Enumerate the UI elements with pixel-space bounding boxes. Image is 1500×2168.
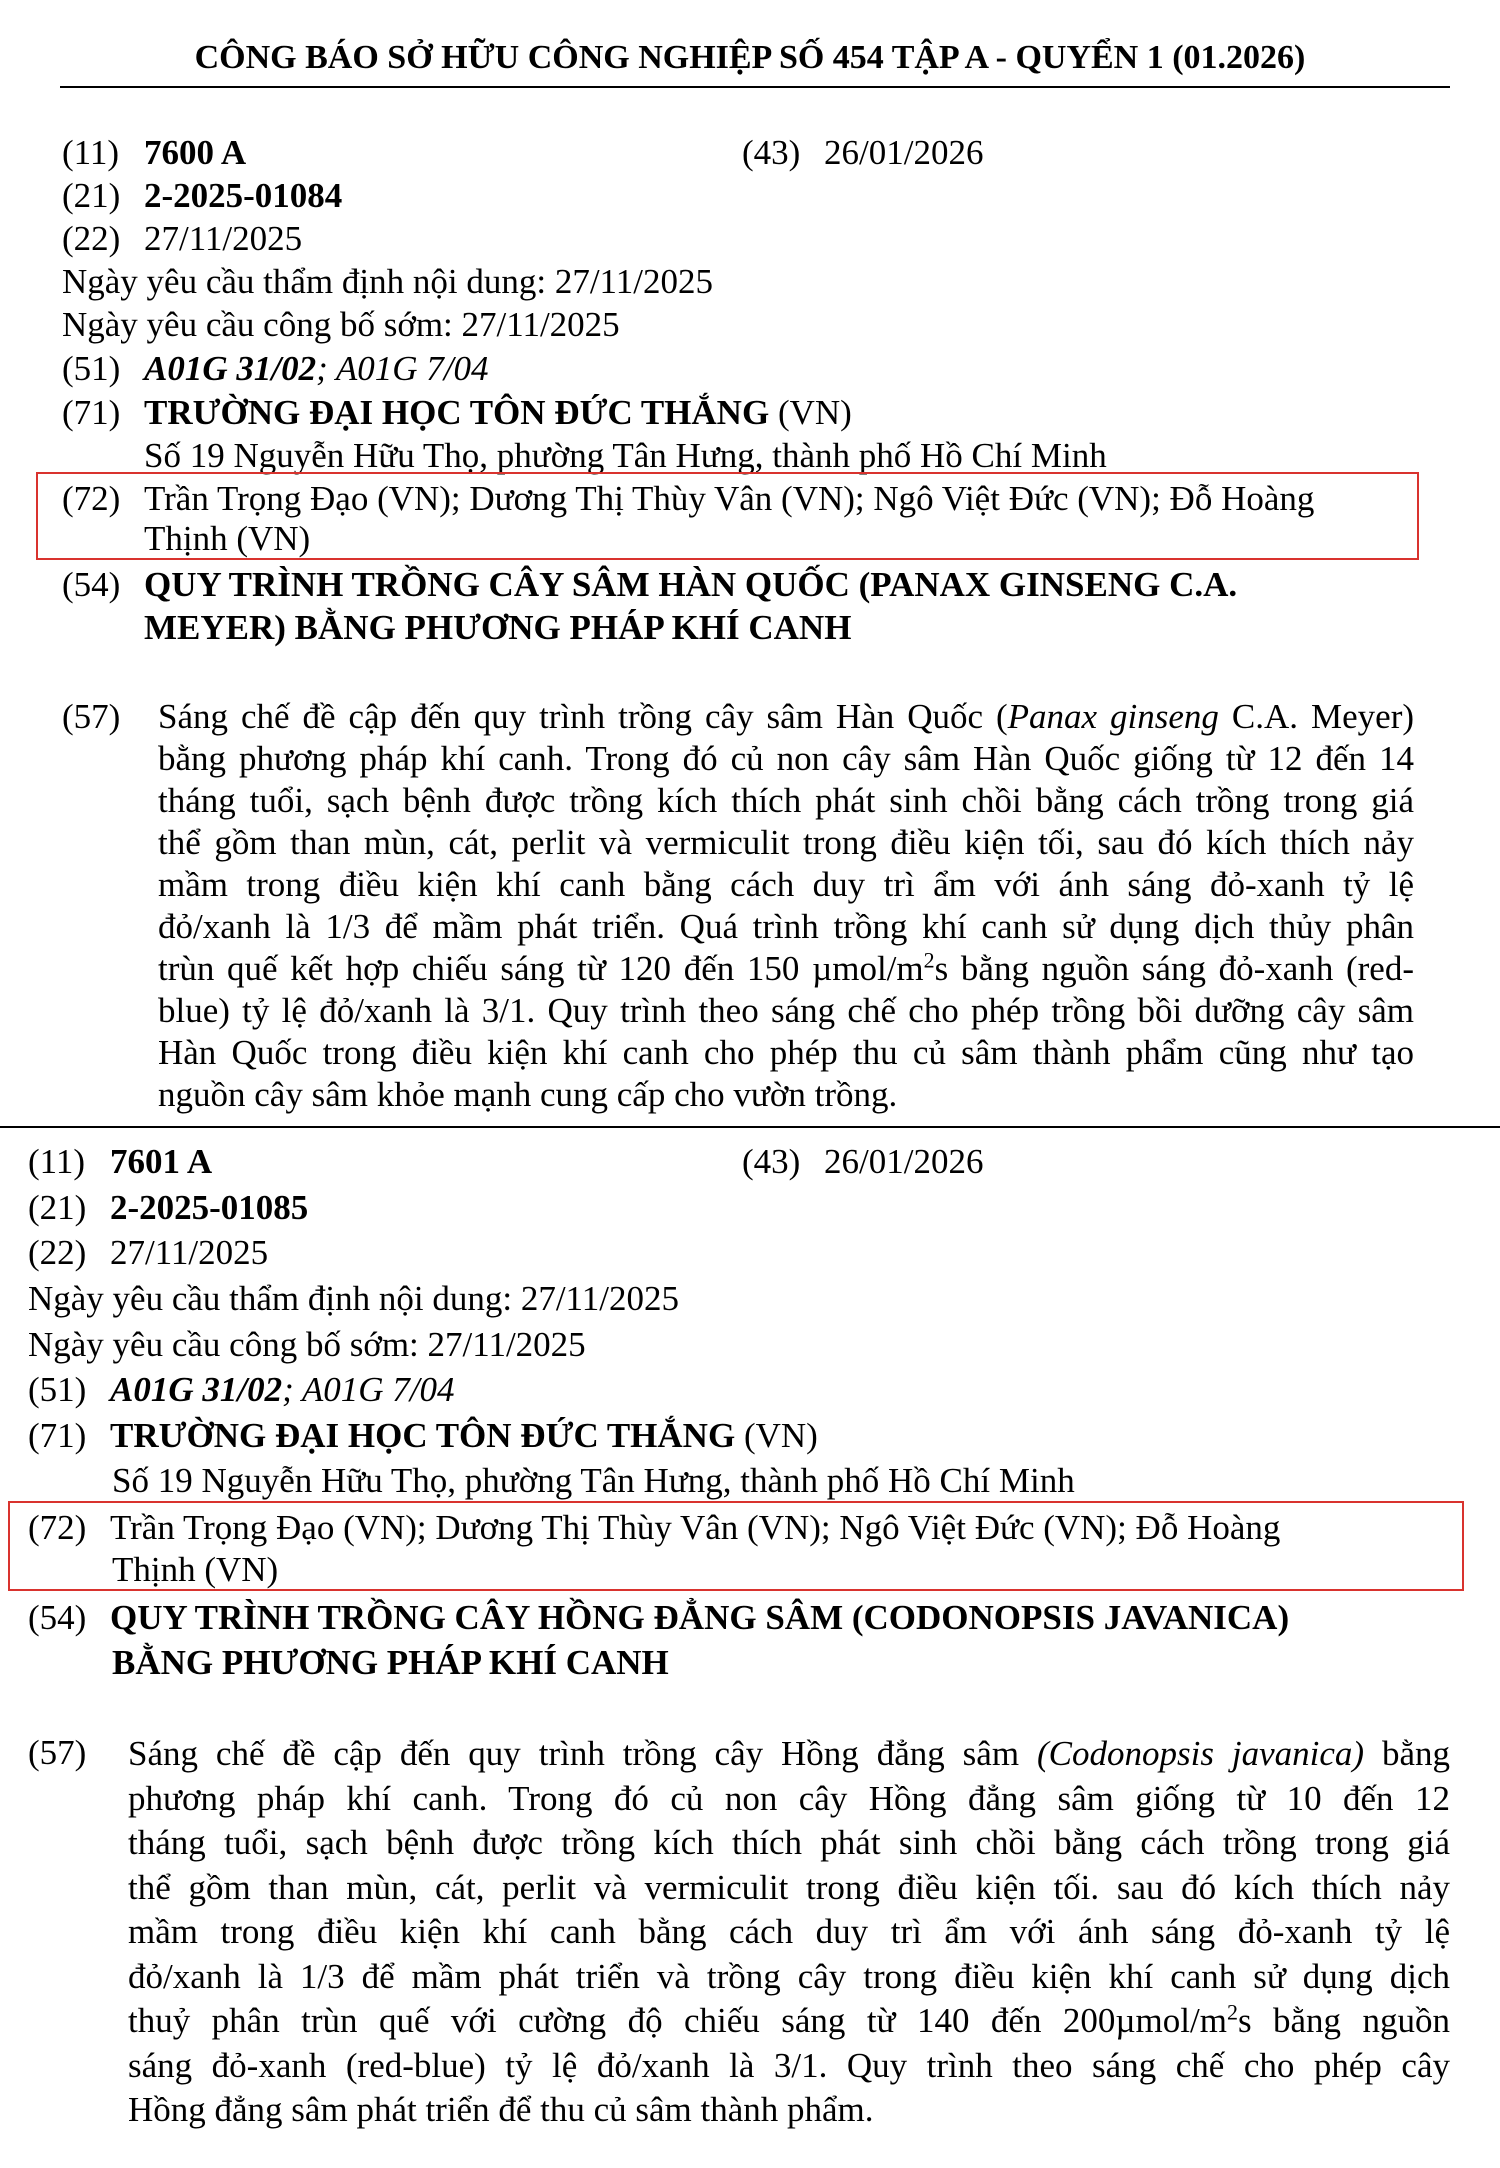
- publication-number: 7600 A: [144, 133, 247, 172]
- field-11: [62, 132, 246, 174]
- applicant-address: Số 19 Nguyễn Hữu Thọ, phường Tân Hưng, thành phố Hồ Chí Minh: [112, 1461, 1075, 1500]
- exam-request-date: Ngày yêu cầu thẩm định nội dung: 27/11/2025: [62, 262, 713, 301]
- field-72: [62, 478, 1314, 520]
- publication-date: 26/01/2026: [824, 1142, 984, 1181]
- invention-title-line-1: QUY TRÌNH TRỒNG CÂY SÂM HÀN QUỐC (PANAX GINSENG C.A.: [144, 565, 1238, 604]
- ipc-primary: A01G 31/02: [144, 349, 317, 388]
- field-code: (21): [28, 1188, 87, 1227]
- exam-request-date: Ngày yêu cầu thẩm định nội dung: 27/11/2025: [28, 1279, 679, 1318]
- field-code: (72): [28, 1508, 87, 1547]
- field-code: (54): [28, 1598, 87, 1637]
- record-separator: [0, 1126, 1500, 1128]
- field-51: [28, 1369, 455, 1411]
- field-code: (22): [62, 219, 121, 258]
- field-code: (11): [62, 133, 120, 172]
- field-code: (22): [28, 1233, 87, 1272]
- abstract-line: Hồng đẳng sâm phát triển để thu củ sâm thành phẩm.: [128, 2090, 874, 2129]
- invention-title-line-2: BẰNG PHƯƠNG PHÁP KHÍ CANH: [112, 1643, 669, 1682]
- field-71: [62, 392, 852, 434]
- filing-date: 27/11/2025: [110, 1233, 269, 1272]
- abstract-text: Sáng chế đề cập đến quy trình trồng cây sâm Hàn Quốc (: [158, 697, 1008, 736]
- field-code: (11): [28, 1142, 86, 1181]
- inventors-line-2: Thịnh (VN): [144, 519, 311, 558]
- abstract-line: đỏ/xanh là 1/3 để mầm phát triển. Quá trình trồng khí canh sử dụng dịch thủy phân: [158, 907, 1414, 946]
- field-54: [62, 564, 1237, 606]
- abstract-line: mầm trong điều kiện khí canh bằng cách duy trì ẩm với ánh sáng đỏ-xanh tỷ lệ: [128, 1912, 1450, 1951]
- abstract-text: C.A. Meyer): [1218, 697, 1415, 736]
- applicant-name: TRƯỜNG ĐẠI HỌC TÔN ĐỨC THẮNG: [144, 393, 770, 432]
- abstract-line: thể gồm than mùn, cát, perlit và vermiculit trong điều kiện tối, sau đó kích thích nảy: [158, 823, 1414, 862]
- filing-date: 27/11/2025: [144, 219, 303, 258]
- inventors-line-1: Trần Trọng Đạo (VN); Dương Thị Thùy Vân (VN); Ngô Việt Đức (VN); Đỗ Hoàng: [144, 479, 1315, 518]
- field-code: (51): [62, 349, 121, 388]
- abstract-text: thuỷ phân trùn quế với cường độ chiếu sáng từ 140 đến 200µmol/m: [128, 2001, 1227, 2040]
- field-22: [28, 1232, 268, 1274]
- field-code: (21): [62, 176, 121, 215]
- early-publication-date: Ngày yêu cầu công bố sớm: 27/11/2025: [28, 1325, 586, 1364]
- field-22: [62, 218, 302, 260]
- abstract-line: tháng tuổi, sạch bệnh được trồng kích thích phát sinh chồi bằng cách trồng trong giá: [158, 781, 1414, 820]
- ipc-secondary: ; A01G 7/04: [282, 1370, 455, 1409]
- abstract-line: thể gồm than mùn, cát, perlit và vermiculit trong điều kiện tối. sau đó kích thích nảy: [128, 1867, 1450, 1907]
- field-72: [28, 1507, 1280, 1549]
- abstract-line: nguồn cây sâm khỏe mạnh cung cấp cho vườn trồng.: [158, 1075, 898, 1114]
- ipc-secondary: ; A01G 7/04: [316, 349, 489, 388]
- application-number: 2-2025-01084: [144, 176, 343, 215]
- species-name: Panax ginseng: [1007, 697, 1219, 736]
- field-11: [28, 1141, 212, 1183]
- field-43: [742, 1141, 983, 1183]
- superscript: 2: [923, 947, 935, 973]
- abstract-text: trùn quế kết hợp chiếu sáng từ 120 đến 150 µmol/m: [158, 949, 924, 988]
- ipc-primary: A01G 31/02: [110, 1370, 283, 1409]
- abstract-line: Hàn Quốc trong điều kiện khí canh cho phép thu củ sâm thành phẩm cũng như tạo: [158, 1033, 1414, 1072]
- abstract-line: sáng đỏ-xanh (red-blue) tỷ lệ đỏ/xanh là 3/1. Quy trình theo sáng chế cho phép cây: [128, 2045, 1450, 2085]
- field-code: (71): [28, 1416, 87, 1455]
- field-code: (71): [62, 393, 121, 432]
- species-name: (Codonopsis javanica): [1036, 1734, 1365, 1773]
- field-code: (51): [28, 1370, 87, 1409]
- abstract: [158, 696, 1414, 1116]
- abstract-text: bằng: [1364, 1734, 1451, 1773]
- publication-number: 7601 A: [110, 1142, 213, 1181]
- header-rule: [60, 86, 1450, 88]
- field-71: [28, 1415, 818, 1457]
- field-code: (43): [742, 133, 801, 172]
- abstract-text: s bằng nguồn: [1237, 2001, 1450, 2040]
- abstract-line: blue) tỷ lệ đỏ/xanh là 3/1. Quy trình theo sáng chế cho phép trồng bồi dưỡng cây sâm: [158, 991, 1414, 1030]
- field-57-code: (57): [62, 697, 121, 736]
- abstract-line: đỏ/xanh là 1/3 để mầm phát triển và trồng cây trong điều kiện khí canh sử dụng dịch: [128, 1956, 1450, 1996]
- inventors-line-2: Thịnh (VN): [112, 1550, 279, 1589]
- invention-title-line-1: QUY TRÌNH TRỒNG CÂY HỒNG ĐẲNG SÂM (CODONOPSIS JAVANICA): [110, 1598, 1290, 1637]
- field-51: [62, 348, 489, 390]
- field-code: (54): [62, 565, 121, 604]
- superscript: 2: [1226, 1999, 1238, 2025]
- applicant-address: Số 19 Nguyễn Hữu Thọ, phường Tân Hưng, thành phố Hồ Chí Minh: [144, 436, 1107, 475]
- applicant-country: (VN): [735, 1416, 818, 1455]
- field-21: [62, 175, 342, 217]
- publication-date: 26/01/2026: [824, 133, 984, 172]
- application-number: 2-2025-01085: [110, 1188, 309, 1227]
- field-43: [742, 132, 983, 174]
- page-header-title: CÔNG BÁO SỞ HỮU CÔNG NGHIỆP SỐ 454 TẬP A - QUYỂN 1 (01.2026): [194, 39, 1306, 76]
- invention-title-line-2: MEYER) BẰNG PHƯƠNG PHÁP KHÍ CANH: [144, 608, 852, 647]
- early-publication-date: Ngày yêu cầu công bố sớm: 27/11/2025: [62, 305, 620, 344]
- abstract-line: tháng tuổi, sạch bệnh được trồng kích thích phát sinh chồi bằng cách trồng trong giá: [128, 1823, 1450, 1862]
- abstract-text: Sáng chế đề cập đến quy trình trồng cây Hồng đẳng sâm: [128, 1734, 1037, 1773]
- abstract-text: s bằng nguồn sáng đỏ-xanh (red-: [934, 949, 1414, 988]
- field-code: (43): [742, 1142, 801, 1181]
- inventors-line-1: Trần Trọng Đạo (VN); Dương Thị Thùy Vân (VN); Ngô Việt Đức (VN); Đỗ Hoàng: [110, 1508, 1281, 1547]
- field-21: [28, 1187, 308, 1229]
- abstract-line: phương pháp khí canh. Trong đó củ non cây Hồng đẳng sâm giống từ 10 đến 12: [128, 1778, 1450, 1818]
- abstract-line: mầm trong điều kiện khí canh bằng cách duy trì ẩm với ánh sáng đỏ-xanh tỷ lệ: [158, 865, 1414, 904]
- applicant-country: (VN): [769, 393, 852, 432]
- applicant-name: TRƯỜNG ĐẠI HỌC TÔN ĐỨC THẮNG: [110, 1416, 736, 1455]
- field-code: (72): [62, 479, 121, 518]
- abstract: [128, 1732, 1450, 2133]
- field-54: [28, 1597, 1289, 1639]
- abstract-line: bằng phương pháp khí canh. Trong đó củ non cây sâm Hàn Quốc giống từ 12 đến 14: [158, 739, 1414, 778]
- field-57-code: (57): [28, 1733, 87, 1772]
